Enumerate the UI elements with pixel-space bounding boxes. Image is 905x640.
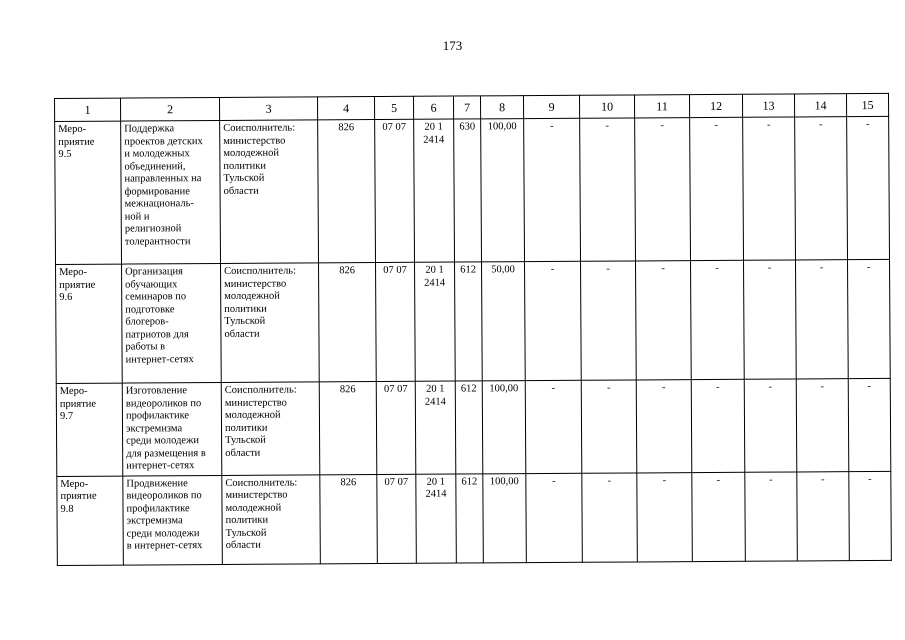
cell-c4: 826 [319, 263, 377, 382]
cell-c13: - [744, 379, 797, 472]
cell-c9: - [525, 380, 582, 473]
measure-id: Меро- приятие 9.7 [56, 383, 123, 476]
measures-table [54, 93, 892, 566]
cell-c11: - [636, 380, 692, 473]
column-header: 6 [413, 96, 453, 119]
cell-c14: - [796, 260, 849, 379]
cell-c6: 20 1 2414 [414, 119, 455, 262]
cell-c6: 20 1 2414 [415, 381, 456, 474]
column-header: 8 [480, 96, 523, 119]
measure-executor: Соисполнитель: министерство молодежной политики Тульской области [222, 474, 321, 564]
measure-id: Меро- приятие 9.8 [57, 476, 124, 565]
table-row [56, 259, 891, 383]
cell-c10: - [581, 380, 637, 473]
cell-c6: 20 1 2414 [416, 474, 457, 563]
cell-c7: 630 [454, 119, 482, 262]
measure-executor: Соисполнитель: министерство молодежной политики Тульской области [221, 263, 320, 383]
table-row [57, 471, 892, 565]
measure-executor: Соисполнитель: министерство молодежной политики Тульской области [220, 120, 319, 264]
cell-c7: 612 [455, 262, 483, 381]
cell-c12: - [692, 472, 746, 561]
cell-c10: - [581, 261, 637, 380]
table-row [56, 378, 891, 476]
cell-c12: - [690, 117, 744, 260]
column-header: 5 [374, 96, 413, 119]
cell-c13: - [743, 117, 796, 260]
measure-id: Меро- приятие 9.6 [56, 264, 123, 383]
table-row [55, 116, 890, 264]
column-header: 11 [634, 95, 689, 118]
cell-c5: 07 07 [376, 262, 416, 381]
measure-name: Продвижение видеороликов по профилактике экстремизма среди молодежи в интернет-сетях [123, 475, 223, 565]
cell-c8: 100,00 [481, 119, 525, 262]
cell-c8: 50,00 [482, 262, 526, 381]
column-header: 7 [453, 96, 480, 119]
cell-c10: - [582, 472, 638, 561]
cell-c11: - [636, 261, 692, 380]
cell-c15: - [849, 471, 892, 560]
cell-c15: - [848, 259, 891, 378]
cell-c5: 07 07 [376, 381, 416, 474]
cell-c14: - [795, 117, 848, 260]
cell-c12: - [691, 260, 745, 379]
cell-c14: - [797, 471, 850, 560]
measure-executor: Соисполнитель: министерство молодежной политики Тульской области [221, 382, 320, 475]
cell-c12: - [691, 379, 745, 472]
cell-c15: - [848, 378, 891, 471]
cell-c4: 826 [318, 120, 376, 263]
cell-c6: 20 1 2414 [415, 262, 456, 381]
column-header: 15 [846, 93, 888, 116]
column-header: 13 [742, 94, 794, 117]
measure-name: Изготовление видеороликов по профилактике экстремизма среди молодежи для размещения в интернет-сетях [122, 382, 222, 475]
column-header: 1 [55, 98, 121, 121]
column-header: 3 [219, 97, 317, 121]
measure-name: Организация обучающих семинаров по подготовке блогеров- патриотов для работы в интернет-сетях [122, 263, 222, 383]
cell-c9: - [526, 473, 583, 562]
cell-c11: - [635, 118, 691, 261]
cell-c8: 100,00 [482, 381, 526, 474]
cell-c10: - [580, 118, 636, 261]
cell-c4: 826 [319, 382, 377, 475]
cell-c9: - [524, 118, 581, 261]
cell-c13: - [744, 260, 797, 379]
measure-id: Меро- приятие 9.5 [55, 121, 122, 264]
column-header: 2 [121, 97, 220, 121]
cell-c14: - [796, 379, 849, 472]
cell-c7: 612 [456, 473, 484, 562]
page-number: 173 [442, 38, 463, 53]
cell-c9: - [525, 261, 582, 380]
cell-c5: 07 07 [377, 474, 417, 563]
column-header: 10 [579, 95, 634, 118]
cell-c13: - [745, 471, 798, 560]
column-header: 9 [523, 95, 579, 118]
column-header: 12 [689, 94, 742, 117]
column-header: 14 [794, 94, 846, 117]
cell-c11: - [637, 472, 693, 561]
column-header: 4 [317, 97, 374, 120]
cell-c15: - [847, 116, 890, 259]
cell-c5: 07 07 [375, 119, 415, 262]
measure-name: Поддержка проектов детских и молодежных объединений, направленных на формирование межнациональ- ной и религиозной толерантности [121, 120, 221, 264]
cell-c4: 826 [320, 474, 378, 563]
cell-c7: 612 [455, 381, 483, 474]
cell-c8: 100,00 [483, 473, 527, 562]
